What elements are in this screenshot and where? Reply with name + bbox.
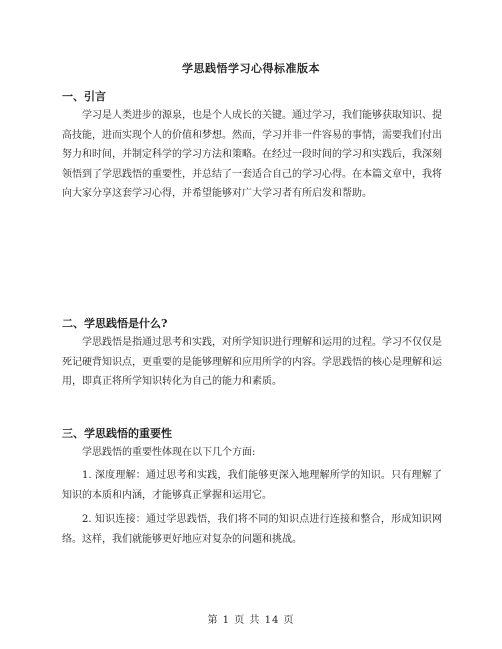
paragraph-knowledge-connection: 2. 知识连接：通过学思践悟，我们将不同的知识点进行连接和整合，形成知识网络。这样，我们就能够更好地应对复杂的问题和挑战。	[62, 514, 442, 545]
section-heading-importance: 三、学思践悟的重要性	[62, 427, 172, 440]
section-heading-introduction: 一、引言	[62, 90, 106, 103]
paragraph-introduction: 学习是人类进步的源泉，也是个人成长的关键。通过学习，我们能够获取知识、提高技能，进而实现个人的价值和梦想。然而，学习并非一件容易的事情，需要我们付出努力和时间，并制定科学的学习方法和策略。在经过一段时间的学习和实践后，我深刻领悟到了学思践悟的重要性，并总结了一套适合自己的学习心得。在本篇文章中，我将向大家分享这套学习心得，并希望能够对广大学习者有所启发和帮助。	[62, 110, 442, 200]
document-title: 学思践悟学习心得标准版本	[182, 62, 320, 75]
paragraph-deep-understanding: 1. 深度理解：通过思考和实践，我们能够更深入地理解所学的知识。只有理解了知识的本质和内涵，才能够真正掌握和运用它。	[62, 470, 442, 501]
page-number-footer: 第 1 页 共 14 页	[207, 615, 295, 626]
section-heading-definition: 二、学思践悟是什么?	[62, 317, 168, 330]
paragraph-definition: 学思践悟是指通过思考和实践，对所学知识进行理解和运用的过程。学习不仅仅是死记硬背知识点，更重要的是能够理解和应用所学的内容。学思践悟的核心是理解和运用，即真正将所学知识转化为自己的能力和素质。	[62, 337, 442, 388]
paragraph-importance-intro: 学思践悟的重要性体现在以下几个方面:	[82, 447, 256, 458]
